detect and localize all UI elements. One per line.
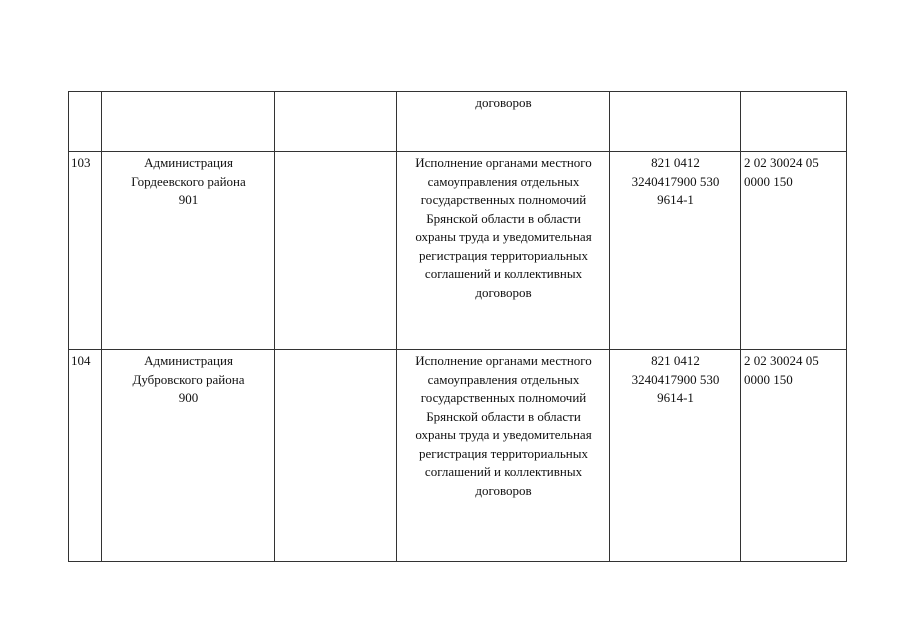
budget-code-cell [610,92,741,152]
purpose-cell: договоров [397,92,610,152]
recipient-cell [102,92,275,152]
budget-code-cell: 821 0412 3240417900 530 9614-1 [610,152,741,350]
recipient-cell: Администрация Гордеевского района 901 [102,152,275,350]
empty-cell [275,92,397,152]
row-number-cell: 103 [69,152,102,350]
empty-cell [275,152,397,350]
subsidy-table [68,91,847,562]
purpose-cell: Исполнение органами местного самоуправления отдельных государственных полномочий Брянской области в области охраны труда и уведомительная регистрация территориальных соглашений и коллективных договоров [397,152,610,350]
table-row [69,350,847,562]
purpose-cell: Исполнение органами местного самоуправления отдельных государственных полномочий Брянской области в области охраны труда и уведомительная регистрация территориальных соглашений и коллективных договоров [397,350,610,562]
table-row [69,92,847,152]
revenue-code-cell: 2 02 30024 05 0000 150 [741,350,847,562]
recipient-cell: Администрация Дубровского района 900 [102,350,275,562]
revenue-code-cell: 2 02 30024 05 0000 150 [741,152,847,350]
table-row [69,152,847,350]
row-number-cell [69,92,102,152]
row-number-cell: 104 [69,350,102,562]
revenue-code-cell [741,92,847,152]
budget-code-cell: 821 0412 3240417900 530 9614-1 [610,350,741,562]
empty-cell [275,350,397,562]
